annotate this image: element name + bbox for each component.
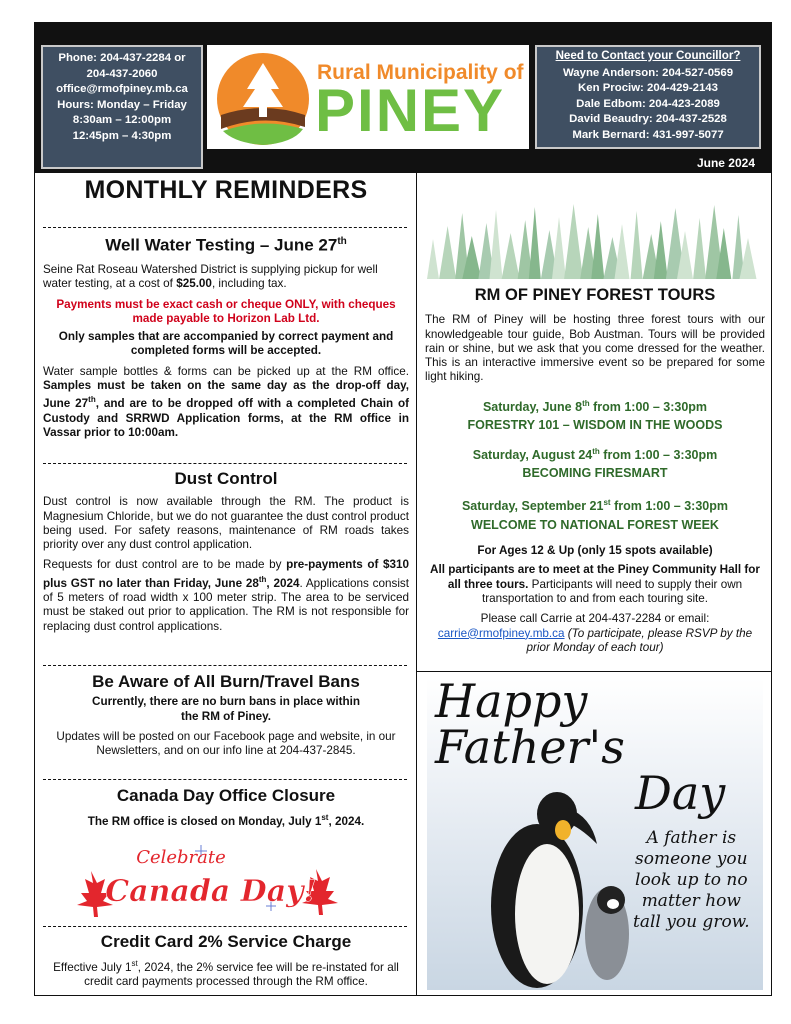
forest-tours-heading: RM OF PINEY FOREST TOURS — [474, 286, 716, 304]
contact-email: office@rmofpiney.mb.ca — [56, 83, 188, 95]
forest-trees-image — [427, 189, 763, 279]
councillor-line: Wayne Anderson: 204-527-0569 — [562, 66, 734, 79]
credit-card-section — [43, 932, 409, 990]
celebrate-canada-day-image — [61, 841, 351, 921]
divider — [43, 926, 407, 927]
office-closure-notice: The RM office is closed on Monday, July 1st, 2024. — [87, 813, 365, 829]
tour-rsvp: carrie@rmofpiney.mb.ca (To participate, please RSVP by the prior Monday of each tour) — [437, 626, 753, 654]
tour-name: BECOMING FIRESMART — [522, 465, 668, 480]
well-water-intro: Seine Rat Roseau Watershed District is supplying pickup for well water testing, at a cost of $25.00, including tax. — [43, 262, 378, 291]
tour-name: FORESTRY 101 – WISDOM IN THE WOODS — [467, 418, 723, 433]
contact-line: 12:45pm – 4:30pm — [72, 129, 172, 142]
rm-piney-logo — [207, 45, 529, 149]
dust-control-requests: Requests for dust control are to be made by pre-payments of $310 plus GST no later than Friday, June 28th, 2024. Applications consist of 5 meters of road width x 100 meter strip. The area to be serviced must be staked out prior to application. The RM is not responsible for replacing dust control applications. — [43, 558, 410, 633]
dust-control-section — [43, 469, 410, 634]
councillor-line: Dale Edbom: 204-423-2089 — [576, 97, 720, 110]
newsletter-page — [34, 22, 772, 996]
tour-name: WELCOME TO NATIONAL FOREST WEEK — [471, 517, 719, 532]
samples-notice: Only samples that are accompanied by correct payment and completed forms will be accepted. — [58, 330, 394, 358]
forest-tours-section — [425, 288, 765, 655]
contact-line: Phone: 204-437-2284 or — [58, 52, 186, 64]
divider — [43, 227, 407, 228]
burn-bans-status: Currently, there are no burn bans in place within the RM of Piney. — [92, 695, 360, 723]
logo-title: PINEY — [315, 77, 506, 144]
fathers-day-quote: A father is someone you look up to no matter how tall you grow. — [633, 828, 750, 932]
canada-day-heading: Canada Day Office Closure — [116, 786, 336, 805]
tour-item — [425, 496, 765, 532]
penguin-illustration — [467, 774, 637, 990]
well-water-heading: Well Water Testing – June 27th — [105, 235, 347, 255]
tour-date: Saturday, June 8th from 1:00 – 3:30pm — [482, 398, 708, 414]
tour-contact: Please call Carrie at 204-437-2284 or email: — [480, 612, 710, 626]
tour-date: Saturday, September 21st from 1:00 – 3:30pm — [461, 498, 729, 514]
logo-subtitle: Rural Municipality of — [317, 61, 524, 84]
divider — [43, 463, 407, 464]
councillor-title: Need to Contact your Councillor? — [555, 49, 741, 62]
email-link[interactable]: carrie@rmofpiney.mb.ca — [437, 626, 565, 640]
contact-line: Hours: Monday – Friday — [57, 98, 187, 111]
burn-bans-section — [43, 672, 409, 758]
forest-tours-intro: The RM of Piney will be hosting three forest tours with our knowledgeable tour guide, Bob Austman. Tours will be provided rain or shine, but we ask that you come dressed for the weather. This is an interactive immersive event so be prepared for some light hiking. — [425, 313, 765, 384]
payment-warning: Payments must be exact cash or cheque ONLY, with cheques made payable to Horizon Lab Ltd. — [56, 297, 396, 325]
divider — [43, 779, 407, 780]
well-water-section — [43, 235, 409, 440]
burn-bans-updates: Updates will be posted on our Facebook page and website, in our Newsletters, and on our info line at 204-437-2845. — [56, 729, 396, 758]
tour-meeting-info: All participants are to meet at the Piney Community Hall for all three tours. Participants will need to supply their own transportation to and from each touring site. — [430, 563, 760, 605]
credit-card-heading: Credit Card 2% Service Charge — [100, 932, 352, 951]
contact-line: 8:30am – 12:00pm — [72, 114, 172, 126]
burn-bans-heading: Be Aware of All Burn/Travel Bans — [92, 672, 360, 691]
monthly-reminders-header — [43, 176, 409, 204]
header-banner — [35, 23, 771, 173]
contact-line: 204-437-2060 — [86, 67, 158, 80]
councillor-box — [535, 45, 761, 149]
well-water-details: Water sample bottles & forms can be picked up at the RM office. Samples must be taken on the same day as the drop-off day, June 27th, and are to be dropped off with a completed Chain of Custody and SRRWD Application forms, at the RM office in Vassar prior to 10:00am. — [43, 364, 409, 439]
page-title: MONTHLY REMINDERS — [84, 176, 368, 204]
fathers-day-image — [427, 678, 763, 990]
councillor-line: Mark Bernard: 431-997-5077 — [572, 128, 724, 141]
canada-day-section — [43, 786, 409, 829]
canada-day-text: Canada Day! — [105, 874, 317, 909]
right-divider — [417, 671, 771, 672]
divider — [43, 665, 407, 666]
tour-ages: For Ages 12 & Up (only 15 spots available) — [477, 544, 713, 558]
dust-control-heading: Dust Control — [174, 469, 278, 488]
column-divider — [416, 173, 417, 996]
pine-tree-logo-icon — [213, 49, 313, 149]
credit-card-notice: Effective July 1st, 2024, the 2% service fee will be re-instated for all credit card payments processed through the RM office. — [53, 959, 399, 989]
councillor-line: David Beaudry: 204-437-2528 — [569, 113, 727, 125]
issue-date: June 2024 — [696, 156, 755, 170]
councillor-line: Ken Prociw: 204-429-2143 — [578, 82, 718, 94]
tour-item — [425, 445, 765, 481]
celebrate-text: Celebrate — [136, 847, 226, 868]
tour-item — [425, 397, 765, 433]
dust-control-intro: Dust control is now available through the RM. The product is Magnesium Chloride, but we do not guarantee the dust control product being used. For safety reasons, maintenance of RM roads takes priority over any dust control application. — [43, 495, 409, 552]
tour-date: Saturday, August 24th from 1:00 – 3:30pm — [472, 446, 718, 462]
contact-box — [41, 45, 203, 169]
fathers-day-title: Happy Father's Day — [435, 678, 726, 820]
